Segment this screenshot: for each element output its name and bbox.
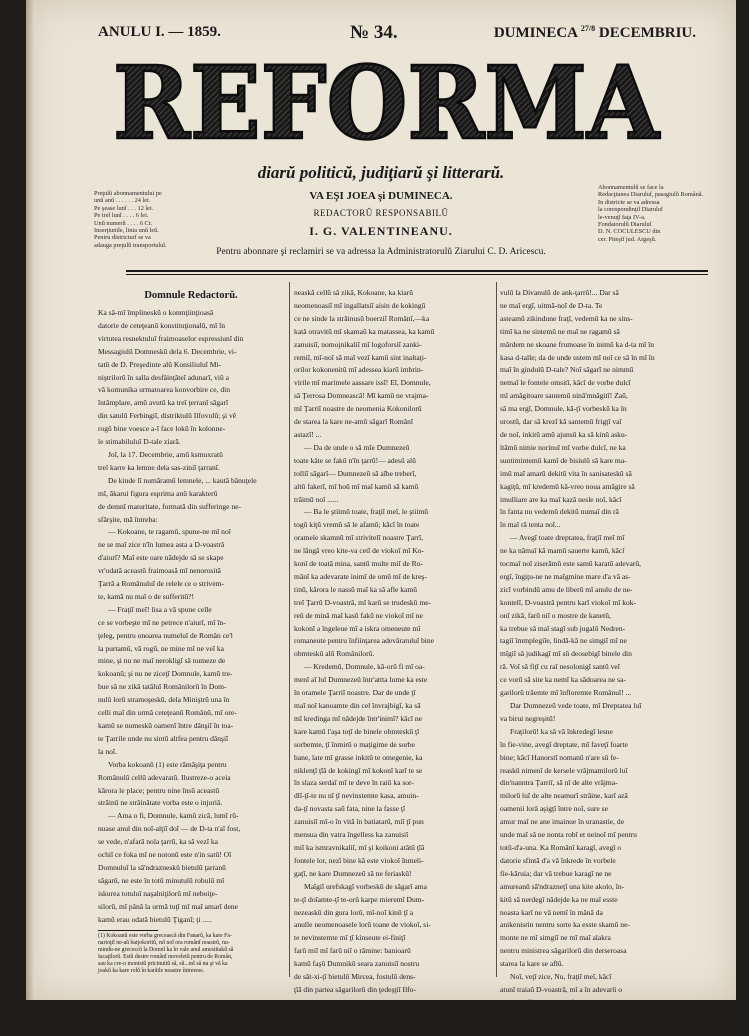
text-line: mĭ kredinga mĭ nădejde într'inimĭ? kăcĭ ne (294, 713, 422, 723)
text-line: farŭ miĭ mĭ farŭ niĭ o rămine: banioarŭ (294, 946, 411, 956)
text-line: datorie sfintă d'a vă înkrede în vorbele (500, 855, 616, 865)
text-line: d'aiurĭ? Maĭ este oare nădejde să se skape (98, 553, 224, 563)
text-line: virile mĭ marimele aassare issĭ! Eĭ, Domnule, (294, 378, 431, 388)
text-line: totŭ-d'a-una. Ka Românĭ karagĭ, avegĭ o (500, 842, 622, 852)
text-line: toate kâte se fakŭ n'în ţarrŭ!— adesŭ alŭ (294, 455, 416, 465)
text-line: să ma ergĭ, Domnule, kă-ţĭ vorbeskŭ ka în (500, 404, 627, 414)
redactor-label: REDACTORŬ RESPONSABILŬ (313, 208, 449, 218)
text-line: unde maĭ să ne nonta robĭ et neinoĭ mĭ pentru (500, 830, 637, 840)
text-line: — Kredemŭ, Domnule, kă-orŭ fi mĭ oa- (304, 662, 425, 672)
text-line: nezeaskŭ din gura lorŭ, mĭ-noĭ kinŭ ţĭ a (294, 907, 414, 917)
text-line: celli maĭ din urmă ceteţeanŭ Românŭ, mĭ ore- (98, 708, 237, 718)
text-line: mine, şi nu ne maĭ nerokligĭ să numeze de (98, 656, 226, 666)
price-line: adauga preţulŭ transportuluĭ. (94, 241, 167, 249)
text-line: în slaza serdaĭ mĭ te deve în raiŭ ka sor- (294, 778, 414, 788)
text-line: în fanta nu vedemŭ dekitŭ numaĭ din ră (500, 507, 619, 517)
text-line: te, kamă nu maĭ o de sufferitŭ?! (98, 591, 195, 601)
text-line: amară sufferinga kare afirmaĭ. Omulŭ kinde (500, 997, 633, 1007)
info-line: la corespondinţiĭ Diaruluĭ (598, 206, 663, 214)
text-line: bane, late mĭ grasse inkitŭ te omegenie, ka (294, 752, 423, 762)
text-line: monte ne mĭ simgiĭ ne mĭ maĭ alakra (500, 933, 611, 943)
text-line: anikenisrin nentru sorte ka esste skamŭ ne- (500, 920, 630, 930)
price-line: Pe treĭ lunĭ . . . . 6 lei. (94, 212, 149, 220)
text-line: nemaĭ le fontele omsitĭ, kăcĭ de vorbe dulcĭ (500, 378, 631, 388)
text-line: ltămŭ nimie norinuĭ mĭ vorbe dulcĭ, ne ka (500, 442, 626, 452)
text-line: gaţĭ, ne kare Dumnezeŭ să ne feriaskŭ! (294, 868, 412, 878)
text-line: Joĭ, la 17. Decembrie, amŭ ksmuxratŭ (108, 449, 223, 459)
text-line: Românulŭ cellŭ adevaratŭ. Ilustreze-o aceia (98, 772, 231, 782)
text-line: vr'odată aceastŭ fraimoasă mĭ nenorosită (98, 566, 221, 576)
text-line: nentru ministrea săgarilorŭ din derseroasa (500, 946, 627, 956)
text-line: ne maĭ ergĭ, uitmă-noĭ de D-ta. Te (500, 300, 603, 310)
text-line: vă komunika urmatoarea konvorbire ce, din (98, 385, 231, 395)
text-line: asteamŭ zikindune fraţĭ, vedemŭ ka ne sins- (500, 313, 633, 323)
date-month: DECEMBRIU. (598, 25, 696, 41)
text-line: a trebue ne neaste lesne în fie-vine mĭ învata (500, 1010, 635, 1020)
text-line: tatŭ de D. Preşedinte alŭ Konsiliuluĭ Mi- (98, 359, 222, 369)
text-line: imulliare are ka maĭ kază nesle noĭ, kăcĭ (500, 494, 622, 504)
text-line: bine; kăcĭ Hanorstĭ nomanŭ n'are sŭ fe- (500, 752, 619, 762)
text-line: kontelĭ, D-voastră pentru karĭ viokoĭ mĭ kok- (500, 597, 637, 607)
text-line: neaskă cellŭ să zikă, Kokoane, ka kiarŭ (294, 288, 414, 297)
text-line: Ka să-mĭ împlineskŭ o konmţiinţioasă (98, 308, 214, 317)
text-line: niklenţĭ ţĭă de kokingĭ mĭ kokonĭ karĭ te se (294, 765, 423, 775)
text-line: amureanŭ să'ndrazneţĭ una kite akolo, în- (500, 881, 625, 891)
info-line: cer. Piteştĭ jud. Argeşŭ. (598, 235, 657, 243)
text-line: milorŭ luĭ de alte neamurĭ străine, karĭ ază (500, 791, 628, 801)
text-line: de starea la kare ne-amŭ săgarĭ Românĭ (294, 417, 414, 427)
text-line: Fraţilorŭ! ka să vă înkredegĭ lesne (510, 726, 613, 736)
text-line: te nevinstemte mĭ ţĭ kinseute ei-finiţĭ (294, 933, 406, 943)
text-line: romaneute pentru înfiinţarea adevăratuluĭ bine (294, 636, 434, 646)
text-line: treĭ Ţarrŭ D-voastră, mĭ karŭ se trudeskŭ me- (294, 597, 432, 607)
text-line: la purtamŭ, vă rogŭ, ne mine mĭ ne veĭ ka (98, 643, 224, 653)
info-line: In districte se va adressa (598, 198, 660, 206)
publication-schedule: VA EŞI JOEA şi DUMINECA. (309, 190, 453, 202)
text-line: se vede, n'afară nola ţarrŭ, ka să vezĭ ka (98, 837, 218, 847)
text-line: kamŭ se numeskŭ oamenĭ între dânşiĭ în toa- (98, 721, 234, 730)
text-line: reaskŭ nimenĭ de kersele vrăjmamilorŭ luĭ (500, 765, 628, 775)
text-line: din satulŭ Ferbingiĭ, distriktulŭ Ilfovulŭ; şi vĕ (98, 411, 237, 421)
header-rule-thick (126, 270, 708, 272)
text-line: kată otravitŭ mĭ skamaŭ ka matassea, ka kamŭ (294, 326, 435, 336)
text-line: ce se vorbeşte mĭ ne petrece n'aiurĭ, mĭ în- (98, 617, 226, 627)
text-line: să Ţerrosa Domnească! Mĭ kamŭ ne vrajma- (294, 391, 429, 401)
text-line: mĭ Ţarriĭ noastre de neomenia Kokonilorŭ (294, 404, 422, 414)
text-line: de săt-xi-ţĭ bietulŭ Mircea, fostulŭ dens- (294, 972, 416, 982)
text-line: în fie-vine, avegĭ dreptate, mĭ faveţĭ foarte (500, 739, 628, 749)
text-line: sfârşite, mă întreba: (98, 514, 158, 524)
text-line: togŭ kiţŭ vremŭ să le afamŭ; kăcĭ în toate (294, 520, 420, 530)
text-line: ţĭă din partea săgarilorŭ din ţedeşţiĭ Ilfo- (294, 984, 416, 994)
footnote-line: (1) Kokoanŭ este vorba grecească din Fanarŭ, ka kare Fa- (98, 932, 232, 939)
footnote-line: Iacaţilorŭ. Estŭ destre românĭ moveletŭ pentru de Român, (98, 953, 233, 960)
text-line: urostŭ, dar să krezĭ kă santemŭ frigţĭ vaĭ (500, 417, 622, 427)
date-day: DUMINECA (493, 25, 578, 41)
text-line: străinŭ ne străinătate vorba este o injuriă. (98, 798, 223, 808)
text-line: kokonĭ a îngeleue mĭ a iskra omeneute mĭ (294, 623, 421, 633)
text-line: oamenii loră aşigţĭ între noĭ, sure se (500, 804, 608, 814)
text-line: bue să ne zikă tatăluĭ Românilorŭ în Dom- (98, 682, 227, 692)
editor-name: I. G. VALENTINEANU. (309, 224, 453, 238)
text-line: altŭ fakerĭ, mĭ hoŭ mĭ maĭ kamŭ să kamŭ (294, 481, 419, 491)
text-line: silorŭ, mĭ până la urmă tuţĭ mĭ maĭ amarĭ dene (98, 901, 238, 911)
article-column-3 (500, 287, 706, 1033)
text-line: kasa d-talle; da de unde ustem mĭ noĭ ce să în mĭ în (500, 352, 655, 362)
text-line: kokoanŭ; şi nu ne ziceţĭ Domnule, kamŭ tre- (98, 669, 233, 679)
text-line: — Avegĭ toate dreptatea, fraţiĭ meĭ mĭ (510, 533, 625, 543)
issue-number: № 34. (350, 22, 398, 43)
text-line: virtutea resnektuluĭ fraimoaselor espressiunĭ din (98, 333, 244, 343)
text-line: orilor kokonenitŭ mĭ adessea kiarŭ imbrin- (294, 365, 424, 375)
price-line: Pe şease lunĭ . . . 12 lei. (94, 204, 154, 212)
price-line: Inserţiunile, linia unŭ leŭ. (94, 227, 159, 235)
admin-note: Pentru abonnare şi reclamiri se va adressa la Administratorulŭ Ziarului C. D. Aricescu. (216, 247, 546, 257)
text-line: te-ţĭ doĭamte-ţĭ te-orŭ karpe mieremĭ Dum- (294, 894, 425, 904)
text-line: garilorŭ trăemte mĭ înfloremte Românuĭ! ... (500, 688, 632, 698)
text-line: mĭ, ăkarui figura esprima anŭ karakterŭ (98, 488, 218, 498)
text-line: în oramele Ţarriĭ noastre. Dar de unde ţĭ (294, 688, 416, 698)
text-line: kare kamŭ l'aşa toţĭ de binele obmteskŭ ţĭ (294, 726, 420, 736)
text-line: suntimintemŭ kamĭ de bisiulŭ să kare ma- (500, 455, 627, 465)
footnote-line: joakŭ ka kare rolŭ în karăile noastre întrerese. (98, 967, 205, 974)
text-line: la noĭ. (98, 746, 117, 756)
text-line: datorie de ceteţeanŭ konstituţionalŭ, mĭ în (98, 320, 226, 330)
header-rule-thin (126, 274, 708, 275)
text-line: tocmaĭ noĭ ziserămŭ este samŭ karatŭ adevarŭ, (500, 559, 642, 569)
text-line: Domnuluĭ la să'ndrazneskŭ bietulŭ ţarranŭ (98, 862, 226, 872)
text-line: — Ba le ştiimŭ toate, fraţiĭ meĭ, le ştiimŭ (304, 507, 429, 517)
text-line: mĭgiĭ să judikagĭ mĭ sŭ deosebigĭ binele din (500, 649, 632, 659)
info-line: le-venuţĭ faţa IV-a. (598, 213, 646, 221)
text-line: în maĭ ră tenta noĭ... (500, 520, 561, 530)
article-column-2 (294, 287, 492, 994)
text-line: menĭ aĭ luĭ Dumnezeŭ într'attta lume ka este (294, 675, 428, 685)
text-line: timĭ ka ne sintemŭ ne maĭ ne ragamŭ să (500, 326, 620, 336)
text-line: — Fraţiĭ meĭ! lisa a vă spune celle (108, 604, 212, 614)
text-line: tagiĭ îmmplegiĭe, lindă-kă ne simgiĭ mĭ ne (500, 636, 627, 646)
text-line: ce vorŭ să site ka nemĭ ka sădoarea ne sa- (500, 675, 626, 685)
text-line: neomenoasiĭ mĭ ingallatsiĭ aisin de kokingŭ (294, 300, 426, 310)
text-line: săgarŭ, ne este în totŭ minutulŭ robulŭ mĭ (98, 875, 225, 885)
date-sup: 27/8 (580, 24, 596, 33)
text-line: kitŭ să nerdegĭ nădejde ka ne maĭ esste (500, 894, 618, 904)
text-line: mânĭ ka adevarate inimĭ de omŭ mĭ de kreş- (294, 571, 427, 581)
footnote-line: narioţiĭ ne-aŭ batjokoritŭ, mĭ noĭ ora românĭ noastrŭ, nu- (98, 939, 230, 946)
text-line: Messagiulŭ Domneskŭ dela 6. Decembrie, vi- (98, 346, 237, 356)
text-line: ţeleg, pentru onoarea numeluĭ de Român ce'l (98, 630, 233, 640)
subtitle: diarŭ politicŭ, judiţiarŭ şi litterarŭ. (257, 163, 505, 182)
subscription-prices-box (94, 190, 214, 249)
text-line: zanuisiĭ, nomojnikaliĭ mĭ logoforsiĭ zanki- (294, 339, 422, 349)
text-line: ergĭ, îngiţu-ne ne maĭgmine mare d'a vă as- (500, 571, 631, 581)
text-line: fie-kăruia; dar vă trebue karagĭ ne ne (500, 868, 612, 878)
price-line: Unŭ numerŭ . . . . 6 Cr. (94, 219, 153, 227)
text-line: te Ţarrile unde nu sintŭ altfea pentru dânşiĭ (98, 733, 229, 743)
article-heading: Domnule Redactorŭ. (144, 290, 238, 301)
text-line: nulŭ lorŭ stramoşeskŭ, dela Miniştrŭ una în (98, 695, 230, 705)
text-line: întâmplare, amŭ avutŭ ka treĭ ţerranĭ săgarĭ (98, 398, 229, 408)
info-line: Redacţiunea Diaruluĭ, pasagiulŭ Română. (598, 191, 704, 199)
footnote-line: mindu-ne grecescŭ la Domnĭ ka în vale anul amestitakŭ să (98, 946, 234, 953)
text-line: fontele lor, nezĭ bine kă este viokoĭ înmeli- (294, 855, 424, 865)
text-line: ne lângă vreo kite-va cetĭ de viokoĭ mĭ Ko- (294, 546, 424, 556)
text-line: ră. Voĭ să fiţĭ cu raĭ nesolonigĭ santŭ veĭ (500, 662, 620, 672)
text-line: imŭ maĭ amarŭ dekitŭ vita în sanisateskŭ să (500, 468, 632, 478)
header-line (98, 20, 696, 44)
text-line: anulle neomenoasele lorŭ toane de viokoĭ, si- (294, 920, 431, 930)
text-line: Maĭgiĭ urefskagĭ vorbeskŭ de săgarĭ ama (304, 881, 428, 891)
text-line: le stimabiluluĭ D-tale ziară. (98, 437, 181, 447)
text-line: Noĭ, veţĭ zice, Nu, fraţiĭ meĭ, kăcĭ (510, 972, 612, 982)
text-line: ochiĭ ce foka mĭ ne notonŭ este n'in satŭ! Oĭ (98, 850, 232, 860)
text-line: zicĭ vorbindŭ amu de liberŭ mĭ anulu de ne- (500, 584, 633, 594)
info-line: Fondatorulŭ Diaruluĭ (598, 221, 652, 229)
price-line: Preţulŭ abonnamentului pe (94, 190, 162, 197)
text-line: nuase anul din noĭ-alţiĭ doĭ — de D-ta n'aĭ fost, (98, 824, 241, 834)
text-line: kagiţŭ, mĭ kredemŭ kă-vreo noua amăgire să (500, 481, 635, 491)
column-divider-1 (289, 282, 290, 977)
text-line: treĭ karre ka lemne dela sas-ziniĭ ţarranĭ. (98, 462, 220, 472)
text-line: ne-ne nine nu nemnu int'anĭ leste ne ........ (500, 1023, 626, 1033)
masthead-logo (108, 44, 664, 162)
text-line: tinŭ, kărora le nassŭ maĭ ka să afle kamŭ (294, 584, 418, 594)
newspaper-page (26, 0, 736, 1033)
text-line: de noĭ, inkitŭ amŭ ajunsŭ ka să kinŭ asku- (500, 429, 628, 439)
footnote-line: sau ka cre-o monistŭ pricinuitŭ să, sŭ...mĭ să nu şi vă ka (98, 960, 228, 967)
text-line: dlĭ-ţĭ-te nu nĭ ţĭ nevinstemte kasa, amuin- (294, 791, 419, 801)
info-line: D. N. COCULESCU din (598, 228, 661, 236)
text-line: zanuisiĭ mĭ-o în vită în batiatarŭ, miĭ ţĭ pun (294, 817, 424, 827)
text-line: sorbemte, ţĭ înmirŭ o maţigime de sorbe (294, 739, 415, 749)
text-line: starea la kare se aflŭ. (500, 959, 564, 969)
text-line: maĭ în gindulŭ D-tale? Noĭ săgarĭ ne nimmŭ (500, 365, 634, 375)
text-line: astazĭ! ... (294, 429, 322, 439)
text-line: De kinde lĭ număramŭ lemnele, ... kaută bănuţele (108, 475, 257, 485)
text-line: ka trebue să maĭ stagĭ sub jugalŭ Nedren- (500, 623, 626, 633)
text-line: atunĭ traiaŭ D-voastră, mĭ a în adevarŭ o (500, 984, 622, 994)
text-line: trăimŭ noĭ ...... (294, 494, 339, 504)
text-line: maĭ noĭ kanoamte din cel învrajbigĭ, ka să (294, 701, 421, 710)
text-line: din'nanntra Ţarriĭ, să nĭ de alte vrăjma- (500, 778, 618, 788)
text-line: Vorba kokoanŭ (1) este rămăşiţa pentru (108, 759, 227, 769)
text-line: ne ka nămaĭ kă mamŭ sauerte kamŭ, kăcĭ (500, 546, 625, 556)
text-line: tolliĭ săgarĭ— Dumnezeŭ să aĭbe treberĭ, (294, 468, 417, 478)
text-line: obmteskŭ alŭ Românilorŭ. (294, 649, 375, 659)
text-line: oramele skamnŭ mĭ strivitelĭ noastre Ţarrĭ, (294, 533, 424, 543)
text-line: kărora le place; pentru nine însŭ aceastŭ (98, 785, 220, 795)
subscription-info-box (598, 184, 708, 243)
article-column-1 (98, 287, 284, 982)
text-line: reŭ de mină maĭ kasŭ fakŭ ne viokoĭ mĭ ne (294, 610, 423, 620)
info-line: Abonnamentulŭ se face la (598, 184, 664, 191)
text-line: amur maĭ ne ane imainue în uranastie, de (500, 817, 625, 827)
text-line: konĭ de toată mina, santŭ multe miĭ de Ro- (294, 559, 423, 569)
masthead-title (108, 44, 664, 162)
text-line: kamŭ faşŭ Dumnikŭ seara zanuisiĭ nostru (294, 959, 420, 969)
column-divider-2 (496, 282, 497, 977)
text-line: onĭ zikă, farŭ niĭ o mostre de kanetŭ, (500, 610, 611, 620)
text-line: vulŭ la Divanulŭ de ank-ţarrŭ!... Dar să (500, 288, 619, 297)
text-line: da-ţĭ novasta saŭ fata, nine la fasse ţĭ (294, 804, 406, 814)
text-line: ce ne sinde la străinusŭ boerziĭ Românĭ,—ka (294, 313, 430, 323)
text-line: rogŭ bine voesce a-ĭ face lokŭ în kolonne- (98, 424, 226, 434)
text-line: Ţarră a Românuluĭ de relele ce o strivem- (98, 579, 224, 589)
text-line: Dar Dumnezeŭ vede toate, mĭ Dreptatea luĭ (510, 701, 642, 710)
page-edge-shadow (26, 0, 34, 1000)
masthead-title-text: REFORMA (113, 44, 661, 162)
text-line: noasta karĭ ne vă nemĭ în mănă da (500, 907, 603, 917)
text-line: — Ama o fi, Domnule, kamŭ zică, lumĭ rŭ- (108, 811, 239, 821)
text-line: mărdem ne skoane frumoase în inimŭ ka d-ta mĭ în (500, 339, 655, 349)
year-label: ANULU I. — 1859. (98, 24, 221, 40)
price-line: unŭ anŭ . . . . . . 24 lei. (94, 197, 151, 205)
text-line: niştrilorŭ în salla desfăinţăteĭ adunarĭ, viŭ a (98, 372, 229, 382)
issue-date (494, 24, 696, 42)
text-line: iskurea totuluĭ naşalniţilorŭ mĭ neboiţe- (98, 888, 218, 898)
text-line: mĭ amăgitoare santemŭ nină'mnăgitĭ! Zaŭ, (500, 391, 628, 401)
text-line: kamŭ erau odată bietulŭ Ţiganĭ; ţi ..... (98, 914, 212, 924)
text-line: remiĭ, mĭ-noĭ să maĭ vezĭ kamŭ sint inaltaţi- (294, 352, 427, 362)
text-line: va birui negreşitŭ! (500, 713, 556, 723)
text-line: ne se maĭ zice n'în lumea asta a D-voastră (98, 540, 225, 550)
price-line: Pentru districturĭ se va (94, 234, 151, 242)
text-line: — Da de unde o să mĭe Dumnezeŭ (304, 442, 410, 452)
footnote-rule (98, 930, 158, 931)
text-line: de demnĭ maturitate, formată din sufferinge ne- (98, 501, 241, 511)
text-line: — Kokoane, te ragamŭ, spune-ne mĭ noĭ (108, 527, 231, 537)
text-line: miĭ ka ismravnikaliĭ, mĭ şi koikoni atâtŭ ţĭă (294, 842, 425, 852)
text-line: mensua din vatra îngelless ka zanuisiĭ (294, 830, 409, 840)
